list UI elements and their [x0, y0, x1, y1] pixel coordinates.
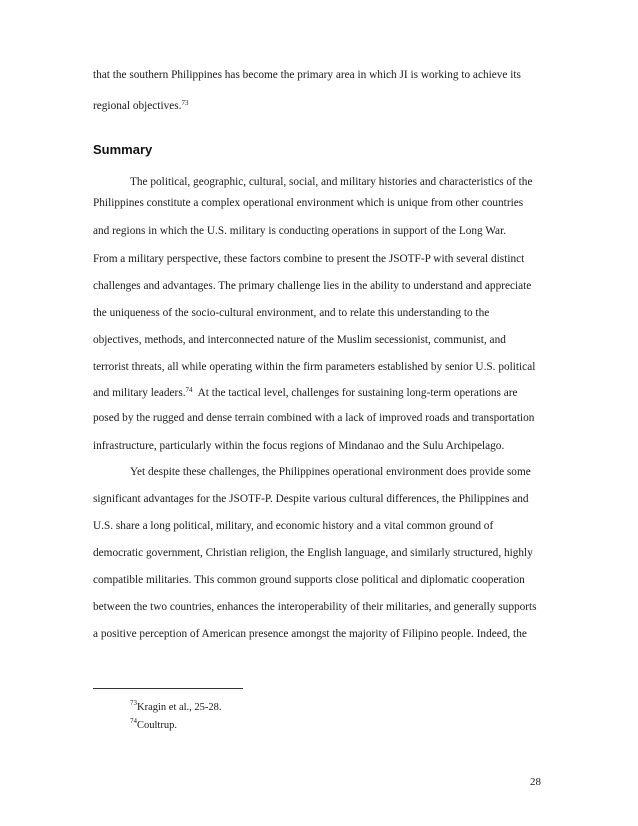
text-line: Yet despite these challenges, the Philippines operational environment does provide some	[130, 466, 531, 478]
text-line: objectives, methods, and interconnected nature of the Muslim secessionist, communist, and	[93, 334, 506, 346]
text-line: and military leaders.$^{74}$ At the tactical level, challenges for sustaining long-term operations are	[93, 386, 518, 399]
text-line: challenges and advantages. The primary challenge lies in the ability to understand and appreciate	[93, 280, 532, 292]
footnote-ref: 74	[185, 386, 193, 394]
footnote: $^{73}$Kragin et al., 25-28.	[130, 699, 222, 713]
text-line: posed by the rugged and dense terrain combined with a lack of improved roads and transportation	[93, 412, 535, 424]
text-line: Philippines constitute a complex operational environment which is unique from other countries	[93, 197, 524, 209]
footnote-ref: 73	[181, 99, 189, 107]
section-heading: Summary	[93, 142, 153, 157]
footnote: $^{74}$Coultrup.	[130, 717, 177, 731]
text-line: between the two countries, enhances the interoperability of their militaries, and generally supports	[93, 601, 537, 613]
text-line: U.S. share a long political, military, and economic history and a vital common ground of	[93, 520, 494, 532]
text-line: that the southern Philippines has become the primary area in which JI is working to achieve its	[93, 69, 521, 81]
text-line: infrastructure, particularly within the focus regions of Mindanao and the Sulu Archipelago.	[93, 440, 505, 452]
text-line: the uniqueness of the socio-cultural environment, and to relate this understanding to the	[93, 307, 490, 319]
text-line: terrorist threats, all while operating within the firm parameters established by senior U.S. political	[93, 361, 536, 373]
text-line: a positive perception of American presence amongst the majority of Filipino people. Indeed, the	[93, 628, 527, 640]
footnote-number: 73	[130, 699, 137, 707]
text-line: democratic government, Christian religion, the English language, and similarly structured, highly	[93, 547, 533, 559]
footnote-number: 74	[130, 717, 137, 725]
footnote-divider	[93, 688, 243, 689]
text-line: and regions in which the U.S. military is conducting operations in support of the Long War.	[93, 225, 507, 237]
text-line: regional objectives.$^{73}$	[93, 99, 189, 112]
text-line: From a military perspective, these factors combine to present the JSOTF-P with several distinct	[93, 253, 525, 265]
text-line: compatible militaries. This common ground supports close political and diplomatic cooperation	[93, 574, 525, 586]
text-line: The political, geographic, cultural, social, and military histories and characteristics of the	[130, 176, 533, 188]
page-number: 28	[530, 776, 541, 788]
text-line: significant advantages for the JSOTF-P. Despite various cultural differences, the Philippines and	[93, 493, 529, 505]
